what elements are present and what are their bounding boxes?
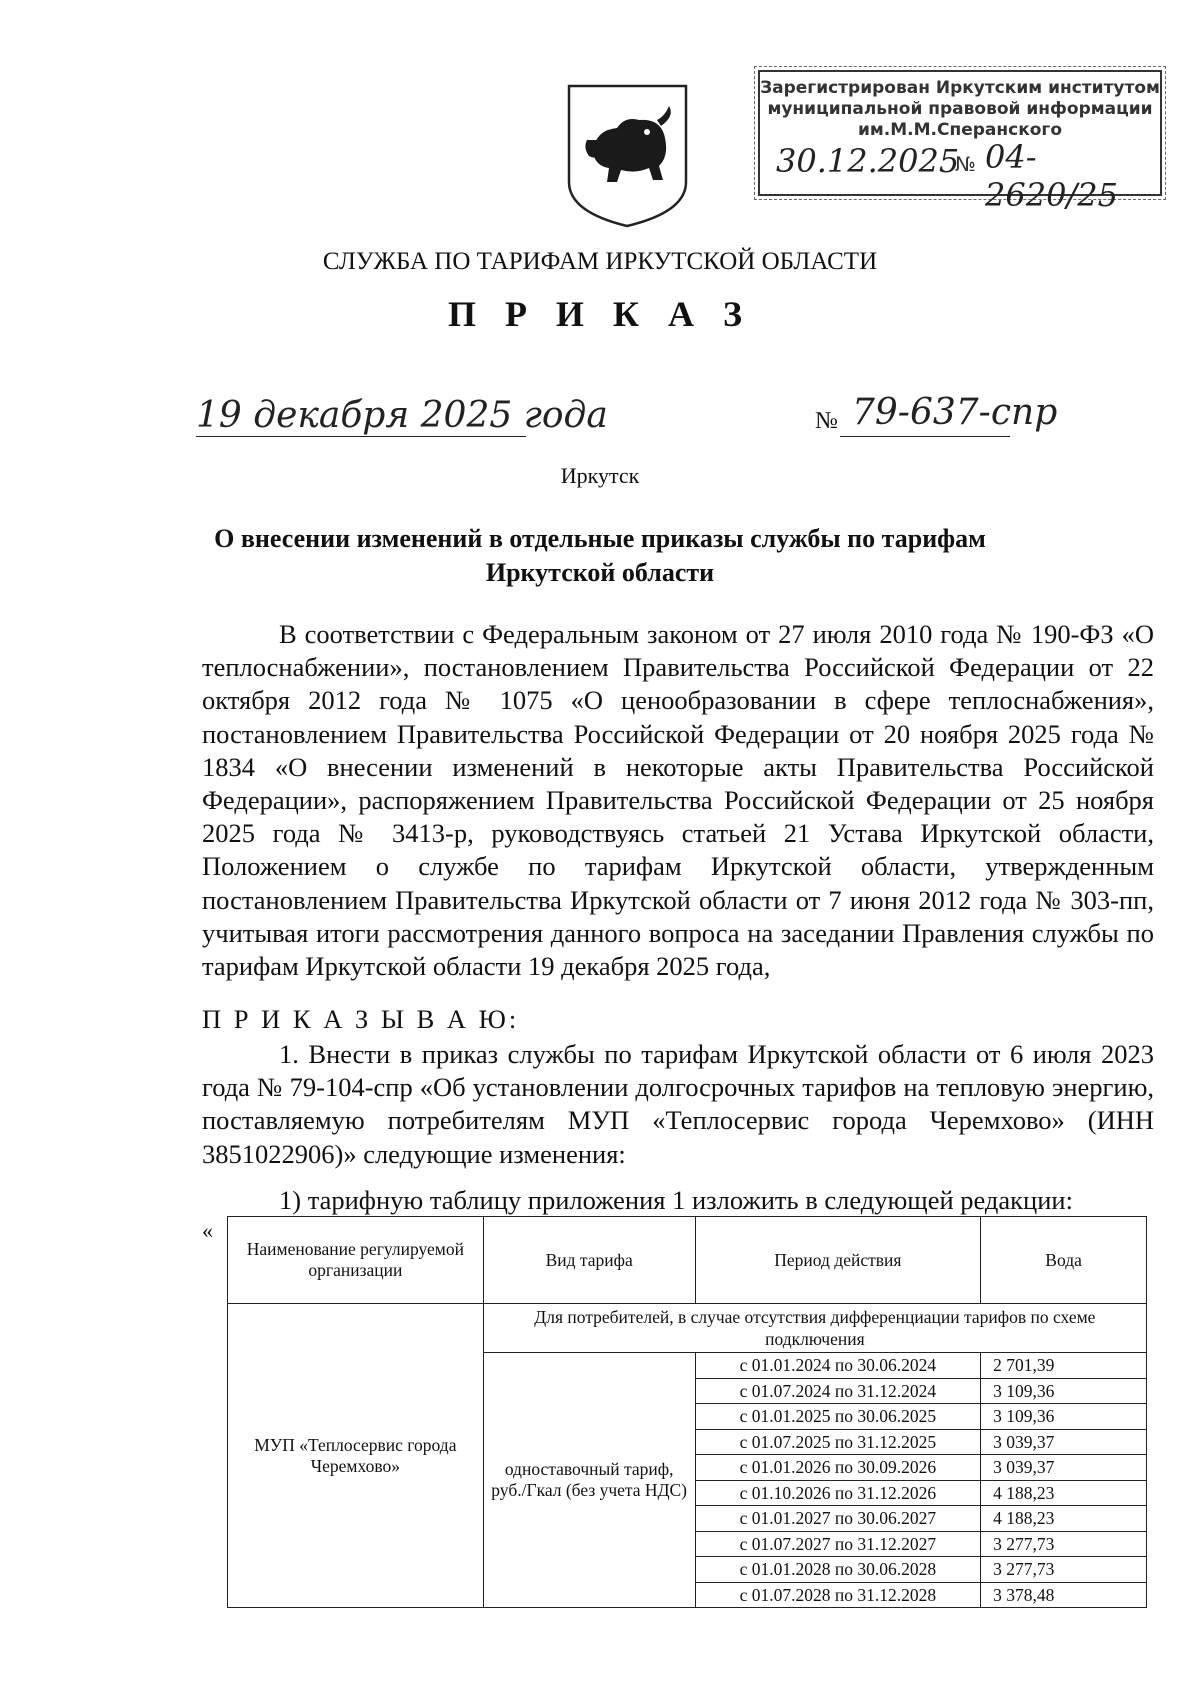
table-open-quote: « — [202, 1218, 213, 1243]
stamp-line-1: Зарегистрирован Иркутским институтом — [760, 78, 1160, 98]
value-cell: 4 188,23 — [981, 1480, 1147, 1506]
value-cell: 3 277,73 — [981, 1531, 1147, 1557]
period-cell: с 01.01.2026 по 30.09.2026 — [695, 1455, 981, 1481]
table-subheader-row — [228, 1304, 1147, 1353]
value-cell: 3 109,36 — [981, 1404, 1147, 1430]
organization-cell: МУП «Теплосервис города Черемхово» — [228, 1304, 484, 1608]
subheader-cell: Для потребителей, в случае отсутствия дифференциации тарифов по схеме подключения — [483, 1304, 1146, 1353]
stamp-line-2: муниципальной правовой информации — [767, 99, 1153, 119]
item-1-paragraph: 1. Внести в приказ службы по тарифам Иркутской области от 6 июля 2023 года № 79-104-спр «Об установлении долгосрочных тарифов на тепловую энергию, поставляемую потребителям МУП «Теплосервис города Черемхово» (ИНН 3851022906)» следующие изменения: — [202, 1039, 1154, 1169]
agency-name: СЛУЖБА ПО ТАРИФАМ ИРКУТСКОЙ ОБЛАСТИ — [322, 248, 878, 275]
value-cell: 4 188,23 — [981, 1506, 1147, 1532]
document-type: П Р И К А З — [447, 294, 753, 334]
value-cell: 3 277,73 — [981, 1557, 1147, 1583]
value-cell: 3 109,36 — [981, 1378, 1147, 1404]
order-number: 79-637-спр — [852, 392, 1058, 433]
stamp-number: 04-2620/25 — [985, 138, 1118, 214]
document-title — [0, 522, 1200, 590]
tariff-type-cell: одноставочный тариф, руб./Гкал (без учета НДС) — [483, 1353, 695, 1608]
preamble-paragraph: В соответствии с Федеральным законом от 27 июля 2010 года № 190-ФЗ «О теплоснабжении», постановлением Правительства Российской Федерации от 22 октября 2012 года № 1075 «О ценообразовании в сфере теплоснабжения», постановлением Правительства Российской Федерации от 20 ноября 2025 года № 1834 «О внесении изменений в некоторые акты Правительства Российской Федерации», распоряжением Правительства Российской Федерации от 25 ноября 2025 года № 3413-р, руководствуясь статьей 21 Устава Иркутской области, Положением о службе по тарифам Иркутской области, утвержденным постановлением Правительства Иркутской области от 7 июня 2012 года № 303-пп, учитывая итоги рассмотрения данного вопроса на заседании Правления службы по тарифам Иркутской области 19 декабря 2025 года, — [202, 619, 1154, 982]
header-period: Период действия — [695, 1217, 981, 1304]
value-cell: 3 039,37 — [981, 1429, 1147, 1455]
stamp-date: 30.12.2025 — [776, 142, 960, 180]
registration-stamp — [758, 70, 1162, 214]
coat-of-arms-icon — [565, 82, 690, 230]
header-organization: Наименование регулируемой организации — [228, 1217, 484, 1304]
period-cell: с 01.01.2027 по 30.06.2027 — [695, 1506, 981, 1532]
period-cell: с 01.07.2024 по 31.12.2024 — [695, 1378, 981, 1404]
order-date: 19 декабря 2025 года — [196, 395, 608, 436]
value-cell: 3 378,48 — [981, 1582, 1147, 1608]
value-cell: 2 701,39 — [981, 1353, 1147, 1379]
number-underline — [840, 436, 1010, 437]
city: Иркутск — [560, 463, 640, 488]
header-tariff-type: Вид тарифа — [483, 1217, 695, 1304]
period-cell: с 01.01.2025 по 30.06.2025 — [695, 1404, 981, 1430]
title-line-1: О внесении изменений в отдельные приказы службы по тарифам — [214, 524, 986, 553]
stamp-number-sign: № — [955, 152, 976, 176]
period-cell: с 01.07.2028 по 31.12.2028 — [695, 1582, 981, 1608]
order-number-sign: № — [815, 408, 838, 434]
period-cell: с 01.07.2027 по 31.12.2027 — [695, 1531, 981, 1557]
tariff-table — [227, 1216, 1147, 1608]
period-cell: с 01.10.2026 по 31.12.2026 — [695, 1480, 981, 1506]
header-water: Вода — [981, 1217, 1147, 1304]
period-cell: с 01.01.2024 по 30.06.2024 — [695, 1353, 981, 1379]
period-cell: с 01.01.2028 по 30.06.2028 — [695, 1557, 981, 1583]
item-1-1-paragraph: 1) тарифную таблицу приложения 1 изложить в следующей редакции: — [279, 1185, 1073, 1215]
order-word: П Р И К А З Ы В А Ю: — [202, 1004, 520, 1034]
date-underline — [196, 436, 526, 437]
period-cell: с 01.07.2025 по 31.12.2025 — [695, 1429, 981, 1455]
table-header-row — [228, 1217, 1147, 1304]
title-line-2: Иркутской области — [485, 558, 715, 587]
stamp-line-3: им.М.М.Сперанского — [857, 120, 1062, 140]
value-cell: 3 039,37 — [981, 1455, 1147, 1481]
